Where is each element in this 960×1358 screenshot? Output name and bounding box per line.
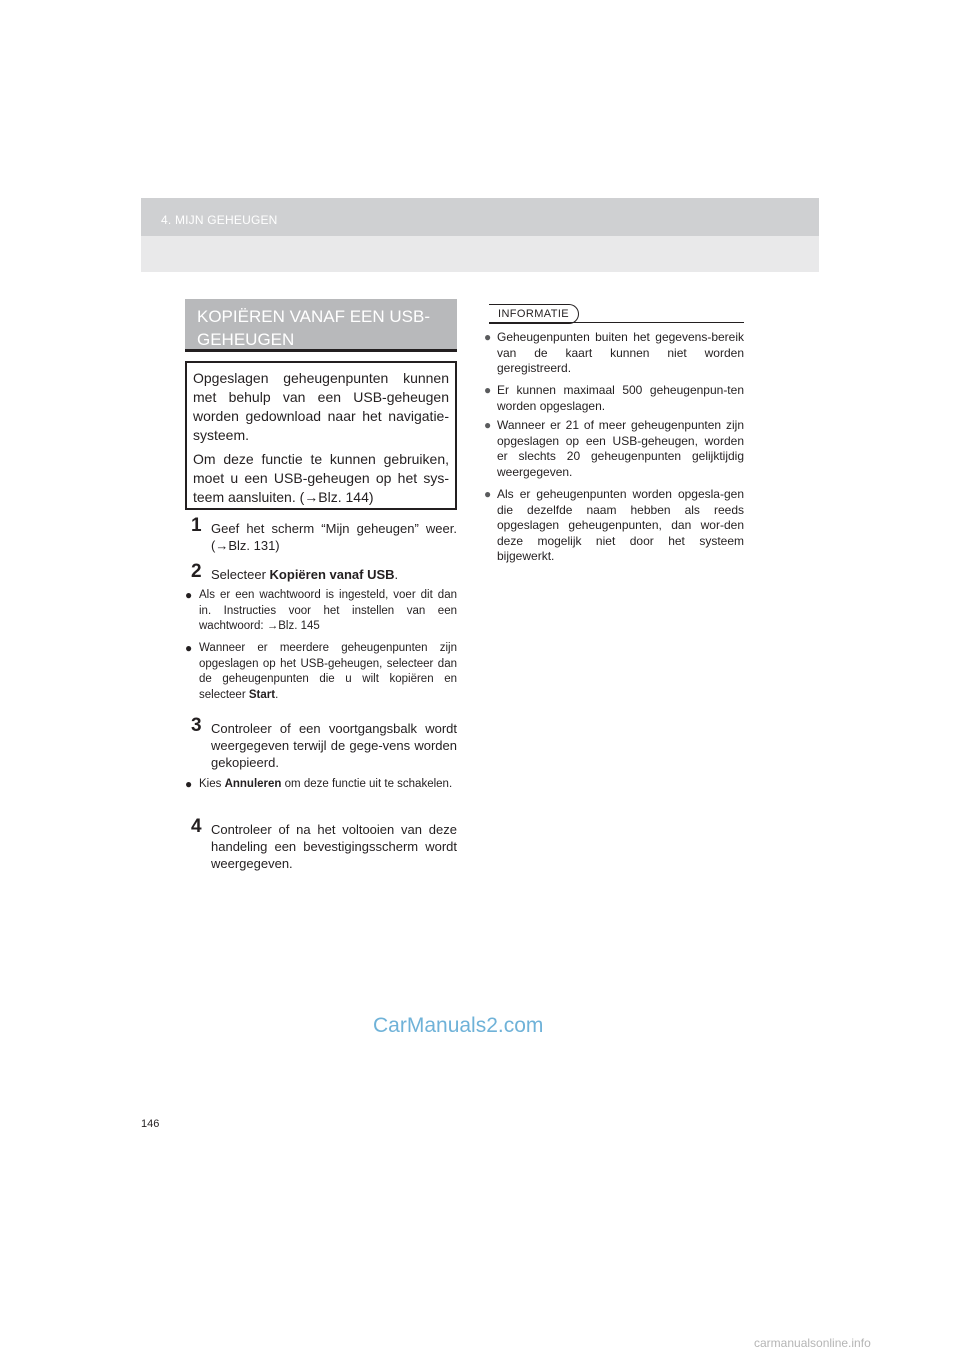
intro-paragraph-2: Om deze functie te kunnen gebruiken, moet u een USB-geheugen op het sys-teem aansluiten. (→Blz. 144)	[193, 451, 449, 505]
step-text-post: .	[394, 567, 399, 582]
note-text-post: .	[275, 688, 279, 701]
info-item-text: Wanneer er 21 of meer geheugenpunten zijn opgeslagen op een USB-geheugen, worden er slechts 20 geheugenpunten gelijktijdig weergegeven.	[497, 418, 744, 479]
info-item-1	[484, 330, 744, 377]
step-number: 3	[191, 715, 202, 736]
info-item-text: Geheugenpunten buiten het gegevens-bereik van de kaart kunnen niet worden geregistreerd.	[497, 330, 744, 375]
note-bullet-3	[185, 777, 457, 793]
watermark-link[interactable]: CarManuals2.com	[373, 1014, 544, 1037]
step-text: Geef het scherm “Mijn geheugen” weer. (→Blz. 131)	[211, 521, 457, 553]
step-4	[191, 816, 457, 872]
info-item-2	[484, 383, 744, 414]
info-divider	[489, 322, 744, 323]
step-text-bold: Kopiëren vanaf USB	[269, 567, 395, 582]
intro-box	[185, 361, 457, 510]
footer-watermark-link[interactable]: carmanualsonline.info	[754, 1336, 871, 1350]
bullet-dot-icon: ●	[185, 641, 193, 655]
bullet-dot-icon: ●	[185, 588, 193, 602]
info-item-3	[484, 418, 744, 480]
bullet-dot-icon: ●	[185, 777, 193, 791]
section-heading-line1: KOPIËREN VANAF EEN USB-	[197, 307, 431, 326]
chapter-header-band	[141, 198, 819, 272]
note-text-post: om deze functie uit te schakelen.	[281, 778, 453, 790]
step-3	[191, 715, 457, 771]
info-item-4	[484, 487, 744, 565]
step-number: 2	[191, 561, 202, 582]
chapter-title: 4. MIJN GEHEUGEN	[161, 213, 278, 227]
bullet-dot-icon: ●	[484, 418, 492, 432]
step-number: 4	[191, 816, 202, 837]
note-text: Als er een wachtwoord is ingesteld, voer dit dan in. Instructies voor het instellen van een wachtwoord: →Blz. 145	[199, 589, 457, 632]
info-item-text: Er kunnen maximaal 500 geheugenpun-ten worden opgeslagen.	[497, 383, 744, 413]
bullet-dot-icon: ●	[484, 330, 492, 344]
note-bullet-1	[185, 588, 457, 635]
step-number: 1	[191, 515, 202, 536]
bullet-dot-icon: ●	[484, 487, 492, 501]
note-text-bold: Annuleren	[224, 778, 282, 790]
note-bullet-2	[185, 641, 457, 703]
section-heading	[185, 299, 457, 352]
note-text-bold: Start	[248, 688, 276, 701]
note-text-pre: Kies	[199, 778, 225, 790]
info-label: INFORMATIE	[489, 304, 579, 324]
step-2	[191, 561, 457, 583]
info-item-text: Als er geheugenpunten worden opgesla-gen die dezelfde naam hebben als reeds opgeslagen geheugenpunten, dan wor-den deze mogelijk niet door het systeem bijgewerkt.	[497, 487, 744, 563]
intro-paragraph-1: Opgeslagen geheugenpunten kunnen met behulp van een USB-geheugen worden gedownload naar het navigatie-systeem.	[193, 370, 449, 443]
step-text: Controleer of na het voltooien van deze handeling een bevestigingsscherm wordt weergegeven.	[211, 822, 457, 871]
note-text-pre: Wanneer er meerdere geheugenpunten zijn opgeslagen op het USB-geheugen, selecteer dan de geheugenpunten die u wilt kopiëren en selecteer	[199, 642, 457, 701]
step-1	[191, 515, 457, 554]
step-text-pre: Selecteer	[211, 567, 270, 582]
section-heading-line2: GEHEUGEN	[197, 330, 295, 349]
page-number: 146	[141, 1118, 160, 1130]
bullet-dot-icon: ●	[484, 383, 492, 397]
step-text: Controleer of een voortgangsbalk wordt weergegeven terwijl de gege-vens worden gekopieerd.	[211, 721, 457, 770]
